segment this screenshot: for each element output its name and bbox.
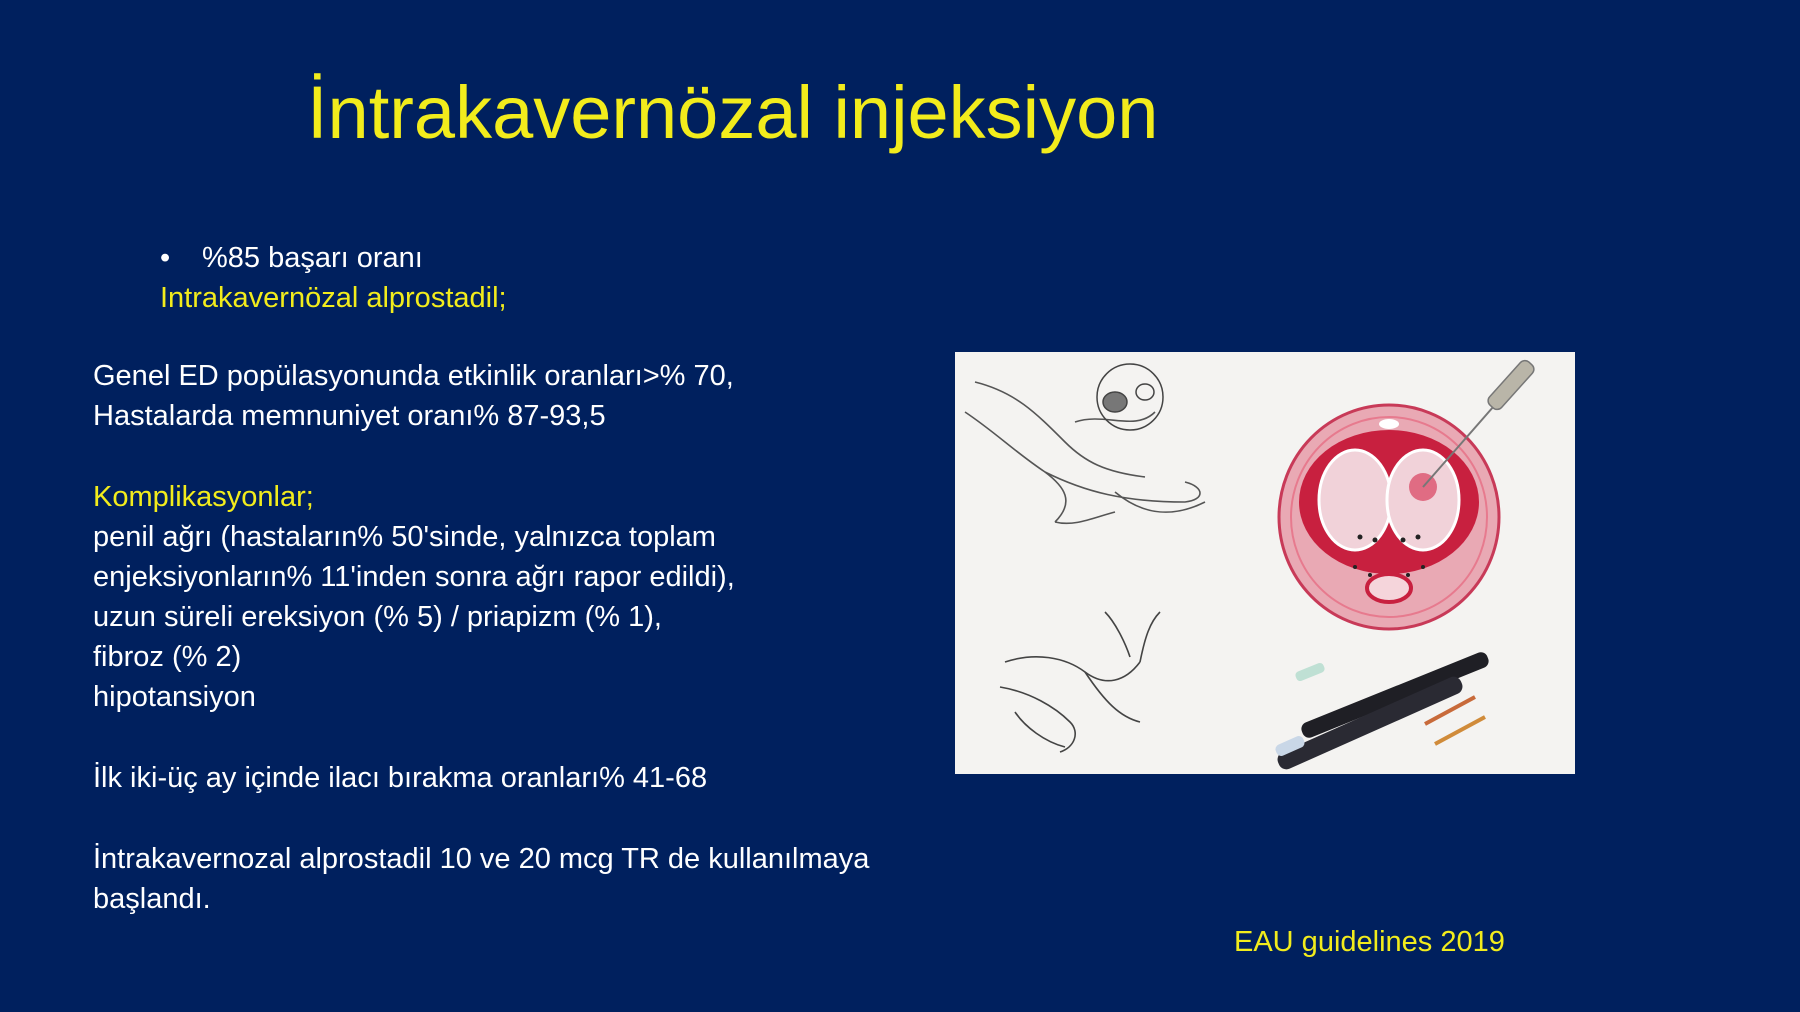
- efficacy-line: Genel ED popülasyonunda etkinlik oranları>% 70,: [93, 360, 734, 392]
- turkey-line: başlandı.: [93, 883, 211, 915]
- dropout-line: İlk iki-üç ay içinde ilacı bırakma oranları% 41-68: [93, 762, 708, 794]
- bullet-text: %85 başarı oranı: [202, 242, 423, 274]
- bullet-dot-icon: •: [160, 242, 171, 274]
- source-citation: EAU guidelines 2019: [1234, 926, 1505, 958]
- injection-illustration-svg: [955, 352, 1575, 774]
- complications-heading: Komplikasyonlar;: [93, 481, 314, 513]
- bullet-item: [160, 238, 423, 278]
- turkey-line: İntrakavernozal alprostadil 10 ve 20 mcg TR de kullanılmaya: [93, 843, 870, 875]
- complication-line: hipotansiyon: [93, 681, 256, 713]
- complication-line: enjeksiyonların% 11'inden sonra ağrı rapor edildi),: [93, 561, 735, 593]
- complication-line: fibroz (% 2): [93, 641, 242, 673]
- satisfaction-line: Hastalarda memnuniyet oranı% 87-93,5: [93, 400, 606, 432]
- slide-title: İntrakavernözal injeksiyon: [307, 71, 1159, 154]
- injection-illustration: [955, 352, 1575, 774]
- subheading: Intrakavernözal alprostadil;: [160, 282, 507, 314]
- complication-line: uzun süreli ereksiyon (% 5) / priapizm (% 1),: [93, 601, 662, 633]
- complication-line: penil ağrı (hastaların% 50'sinde, yalnızca toplam: [93, 521, 716, 553]
